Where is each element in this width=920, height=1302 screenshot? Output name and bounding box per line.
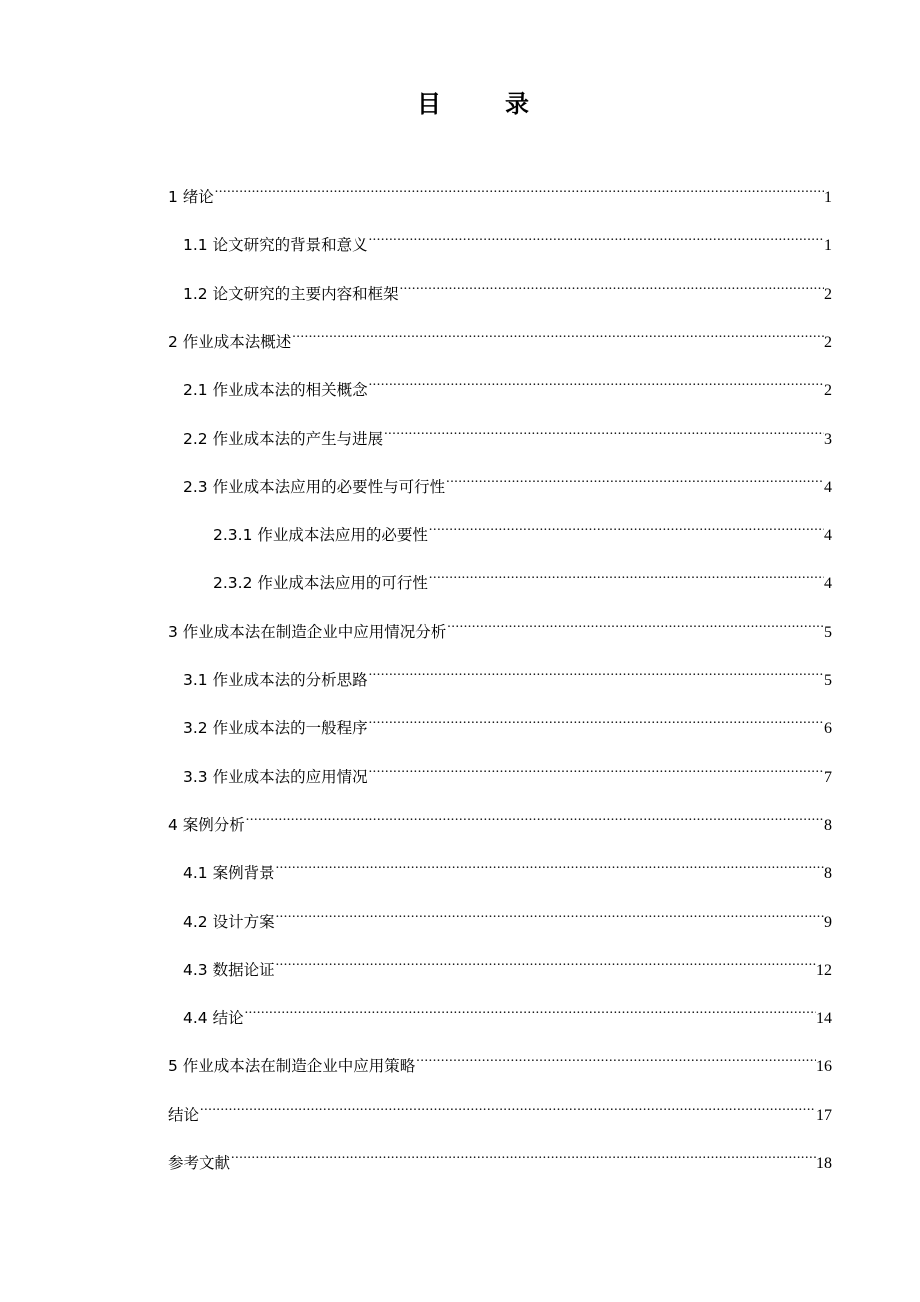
toc-dot-leader (368, 756, 824, 782)
toc-dot-leader (275, 852, 824, 878)
toc-entry[interactable] (183, 852, 832, 882)
toc-page-number: 9 (824, 914, 832, 931)
toc-entry-label: 3.2 作业成本法的一般程序 (183, 719, 368, 737)
toc-entry-label: 3.3 作业成本法的应用情况 (183, 768, 368, 786)
toc-entry-label: 1.2 论文研究的主要内容和框架 (183, 285, 399, 303)
toc-page-number: 5 (824, 624, 832, 641)
toc-entry-label: 2.1 作业成本法的相关概念 (183, 381, 368, 399)
toc-page-number: 8 (824, 817, 832, 834)
toc-page-number: 2 (824, 286, 832, 303)
toc-entry[interactable] (168, 176, 832, 206)
toc-entry[interactable] (183, 369, 832, 399)
toc-dot-leader (368, 369, 824, 395)
toc-page-number: 16 (816, 1058, 832, 1075)
toc-entry[interactable] (183, 273, 832, 303)
toc-page-number: 7 (824, 769, 832, 786)
toc-dot-leader (445, 466, 824, 492)
toc-entry[interactable] (168, 611, 832, 641)
toc-entry-label: 3.1 作业成本法的分析思路 (183, 671, 368, 689)
toc-entry-label: 4.1 案例背景 (183, 864, 275, 882)
toc-page-number: 6 (824, 720, 832, 737)
toc-entry[interactable] (183, 418, 832, 448)
toc-dot-leader (275, 949, 816, 975)
toc-dot-leader (415, 1045, 816, 1071)
toc-entry-label: 2 作业成本法概述 (168, 333, 292, 351)
toc-dot-leader (368, 659, 824, 685)
toc-dot-leader (291, 321, 824, 347)
toc-entry[interactable] (183, 659, 832, 689)
toc-entry-label: 4.3 数据论证 (183, 961, 275, 979)
toc-page-number: 8 (824, 865, 832, 882)
toc-entry[interactable] (168, 1142, 832, 1172)
toc-entry-label: 结论 (168, 1106, 200, 1124)
toc-entry[interactable] (183, 466, 832, 496)
toc-page-number: 1 (824, 189, 832, 206)
toc-entry[interactable] (168, 321, 832, 351)
toc-page-number: 17 (816, 1107, 832, 1124)
toc-entry[interactable] (213, 562, 832, 592)
toc-page-number: 2 (824, 334, 832, 351)
toc-entry-label: 2.3.1 作业成本法应用的必要性 (213, 526, 428, 544)
toc-entry-label: 2.3.2 作业成本法应用的可行性 (213, 574, 428, 592)
toc-entry-label: 参考文献 (168, 1154, 231, 1172)
toc-dot-leader (275, 901, 824, 927)
toc-page-number: 3 (824, 431, 832, 448)
toc-dot-leader (199, 1094, 816, 1120)
toc-dot-leader (428, 562, 824, 588)
toc-entry-label: 2.2 作业成本法的产生与进展 (183, 430, 384, 448)
toc-dot-leader (368, 707, 824, 733)
toc-page-number: 14 (816, 1010, 832, 1027)
toc-entry-label: 2.3 作业成本法应用的必要性与可行性 (183, 478, 446, 496)
toc-page-number: 2 (824, 382, 832, 399)
toc-entry[interactable] (183, 224, 832, 254)
toc-title: 目 录 (417, 90, 549, 118)
toc-entry-label: 4 案例分析 (168, 816, 245, 834)
toc-entry[interactable] (183, 949, 832, 979)
toc-entry[interactable] (168, 1045, 832, 1075)
toc-dot-leader (230, 1142, 816, 1168)
toc-entry-label: 3 作业成本法在制造企业中应用情况分析 (168, 623, 447, 641)
toc-page-number: 18 (816, 1155, 832, 1172)
toc-dot-leader (245, 804, 824, 830)
toc-page-number: 12 (816, 962, 832, 979)
toc-page-number: 4 (824, 479, 832, 496)
toc-dot-leader (399, 273, 824, 299)
toc-entry[interactable] (213, 514, 832, 544)
toc-entry-label: 1.1 论文研究的背景和意义 (183, 236, 368, 254)
toc-page-number: 4 (824, 575, 832, 592)
toc-entry-label: 1 绪论 (168, 188, 214, 206)
toc-page-number: 4 (824, 527, 832, 544)
toc-dot-leader (244, 997, 816, 1023)
toc-entry[interactable] (183, 901, 832, 931)
toc-entry-label: 4.4 结论 (183, 1009, 244, 1027)
toc-entry-label: 4.2 设计方案 (183, 913, 275, 931)
toc-entry[interactable] (168, 804, 832, 834)
toc-dot-leader (214, 176, 824, 202)
toc-entry[interactable] (183, 997, 832, 1027)
toc-page-number: 5 (824, 672, 832, 689)
toc-entry-label: 5 作业成本法在制造企业中应用策略 (168, 1057, 416, 1075)
toc-page-number: 1 (824, 237, 832, 254)
toc-entry[interactable] (183, 707, 832, 737)
toc-dot-leader (368, 224, 824, 250)
toc-entry[interactable] (183, 756, 832, 786)
toc-entry[interactable] (168, 1094, 832, 1124)
toc-dot-leader (428, 514, 824, 540)
toc-dot-leader (383, 418, 824, 444)
toc-dot-leader (446, 611, 824, 637)
